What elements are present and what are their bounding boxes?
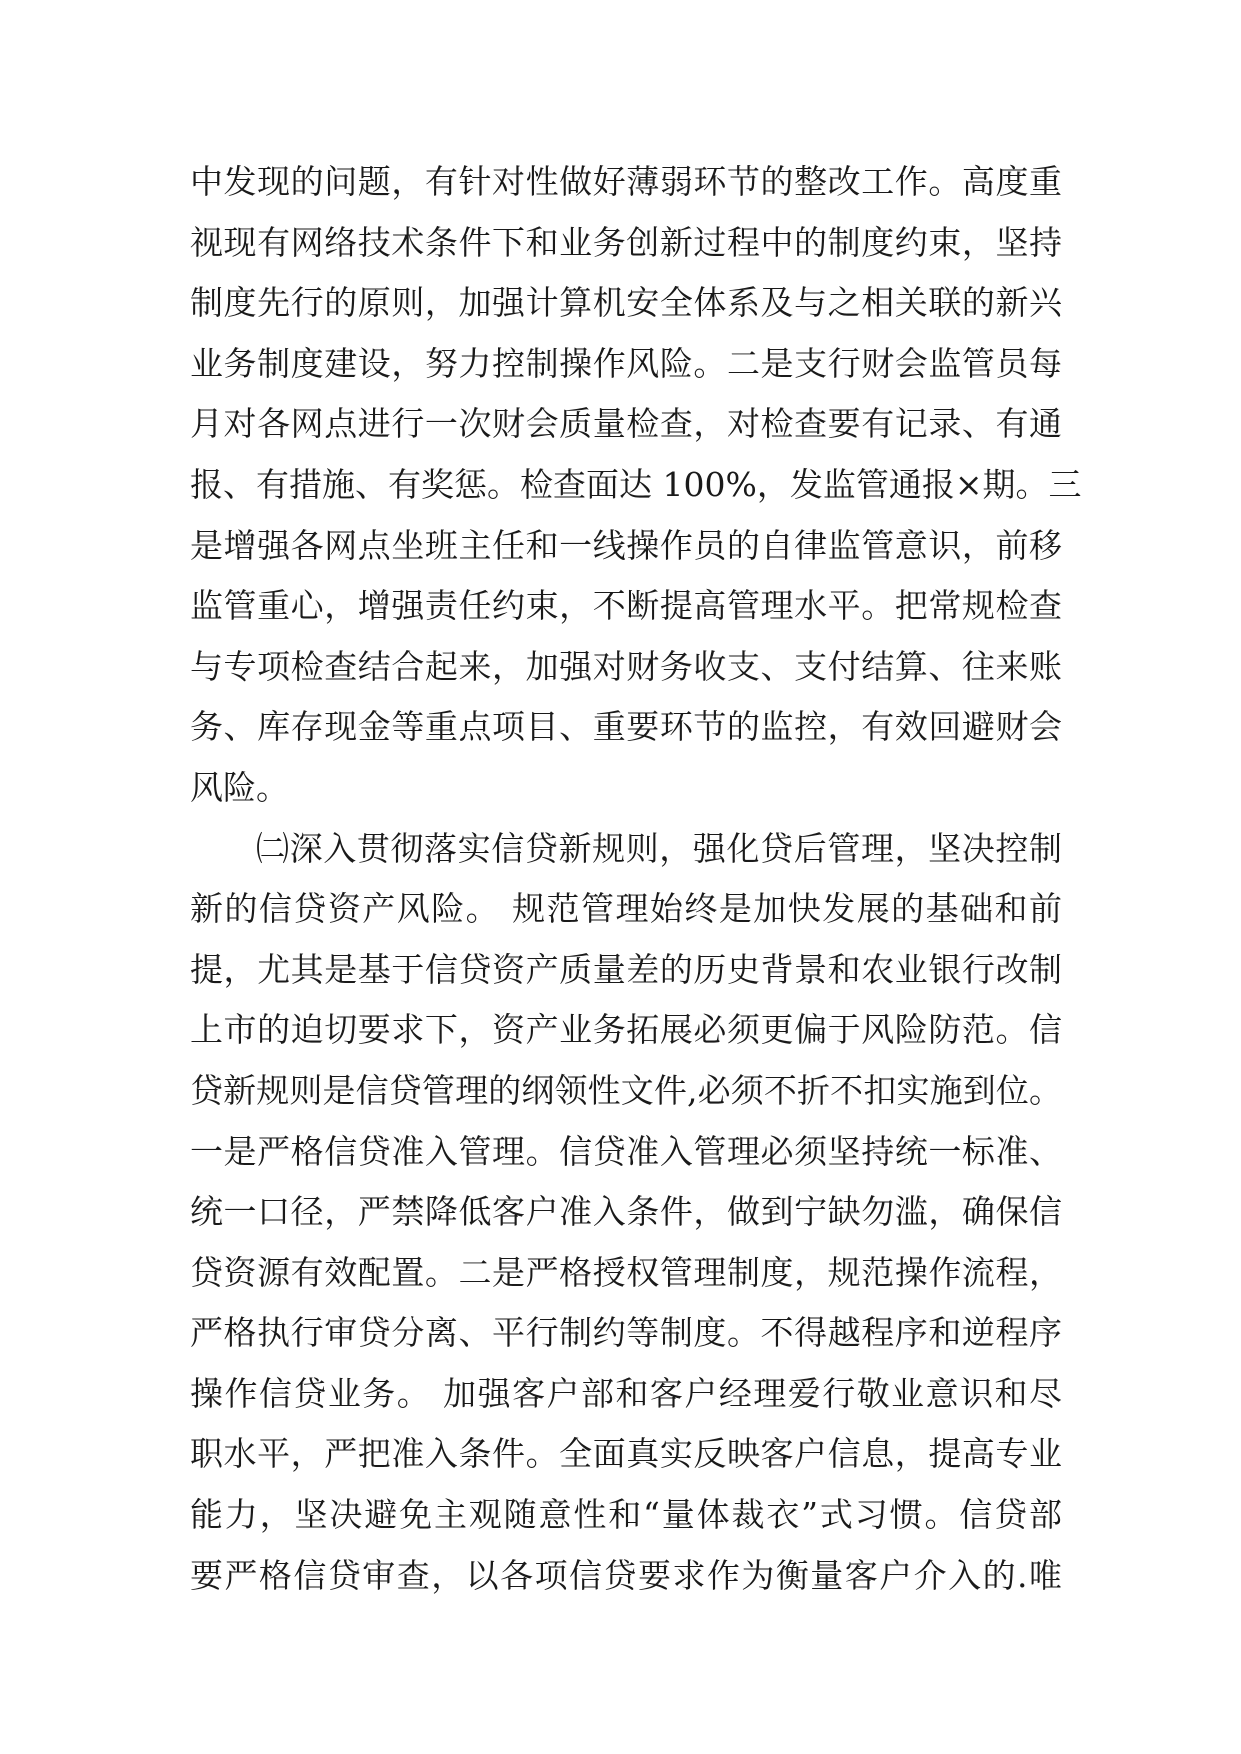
text-line: 新的信贷资产风险。 规范管理始终是加快发展的基础和前 bbox=[190, 889, 1062, 929]
text-line: 制度先行的原则，加强计算机安全体系及与之相关联的新兴 bbox=[190, 283, 1062, 323]
text-line: 报、有措施、有奖惩。检查面达 100%，发监管通报×期。三 bbox=[190, 464, 1082, 504]
text-line: 要严格信贷审查，以各项信贷要求作为衡量客户介入的.唯 bbox=[190, 1555, 1062, 1595]
text-line: 贷新规则是信贷管理的纲领性文件,必须不折不扣实施到位。 bbox=[190, 1070, 1062, 1110]
text-line: 能力，坚决避免主观随意性和“量体裁衣”式习惯。信贷部 bbox=[190, 1495, 1062, 1535]
text-line: 提，尤其是基于信贷资产质量差的历史背景和农业银行改制 bbox=[190, 949, 1062, 989]
body-text bbox=[190, 152, 1082, 1606]
text-line: 监管重心，增强责任约束，不断提高管理水平。把常规检查 bbox=[190, 586, 1062, 626]
text-line: 务、库存现金等重点项目、重要环节的监控，有效回避财会 bbox=[190, 707, 1062, 747]
text-line: 严格执行审贷分离、平行制约等制度。不得越程序和逆程序 bbox=[190, 1313, 1062, 1353]
section-heading-line: ㈡深入贯彻落实信贷新规则，强化贷后管理，坚决控制 bbox=[256, 828, 1062, 868]
text-line: 是增强各网点坐班主任和一线操作员的自律监管意识，前移 bbox=[190, 525, 1062, 565]
text-line: 月对各网点进行一次财会质量检查，对检查要有记录、有通 bbox=[190, 404, 1062, 444]
text-line: 中发现的问题，有针对性做好薄弱环节的整改工作。高度重 bbox=[190, 162, 1062, 201]
text-line: 职水平，严把准入条件。全面真实反映客户信息，提高专业 bbox=[190, 1434, 1062, 1474]
text-line: 操作信贷业务。 加强客户部和客户经理爱行敬业意识和尽 bbox=[190, 1373, 1062, 1413]
text-line: 视现有网络技术条件下和业务创新过程中的制度约束，坚持 bbox=[190, 222, 1062, 262]
text-line: 统一口径，严禁降低客户准入条件，做到宁缺勿滥，确保信 bbox=[190, 1192, 1062, 1232]
text-line: 上市的迫切要求下，资产业务拓展必须更偏于风险防范。信 bbox=[190, 1010, 1062, 1050]
text-line: 与专项检查结合起来，加强对财务收支、支付结算、往来账 bbox=[190, 646, 1062, 686]
text-line: 风险。 bbox=[190, 767, 289, 807]
text-line: 贷资源有效配置。二是严格授权管理制度，规范操作流程， bbox=[190, 1252, 1062, 1292]
text-line: 业务制度建设，努力控制操作风险。二是支行财会监管员每 bbox=[190, 343, 1062, 383]
text-line: 一是严格信贷准入管理。信贷准入管理必须坚持统一标准、 bbox=[190, 1131, 1062, 1171]
